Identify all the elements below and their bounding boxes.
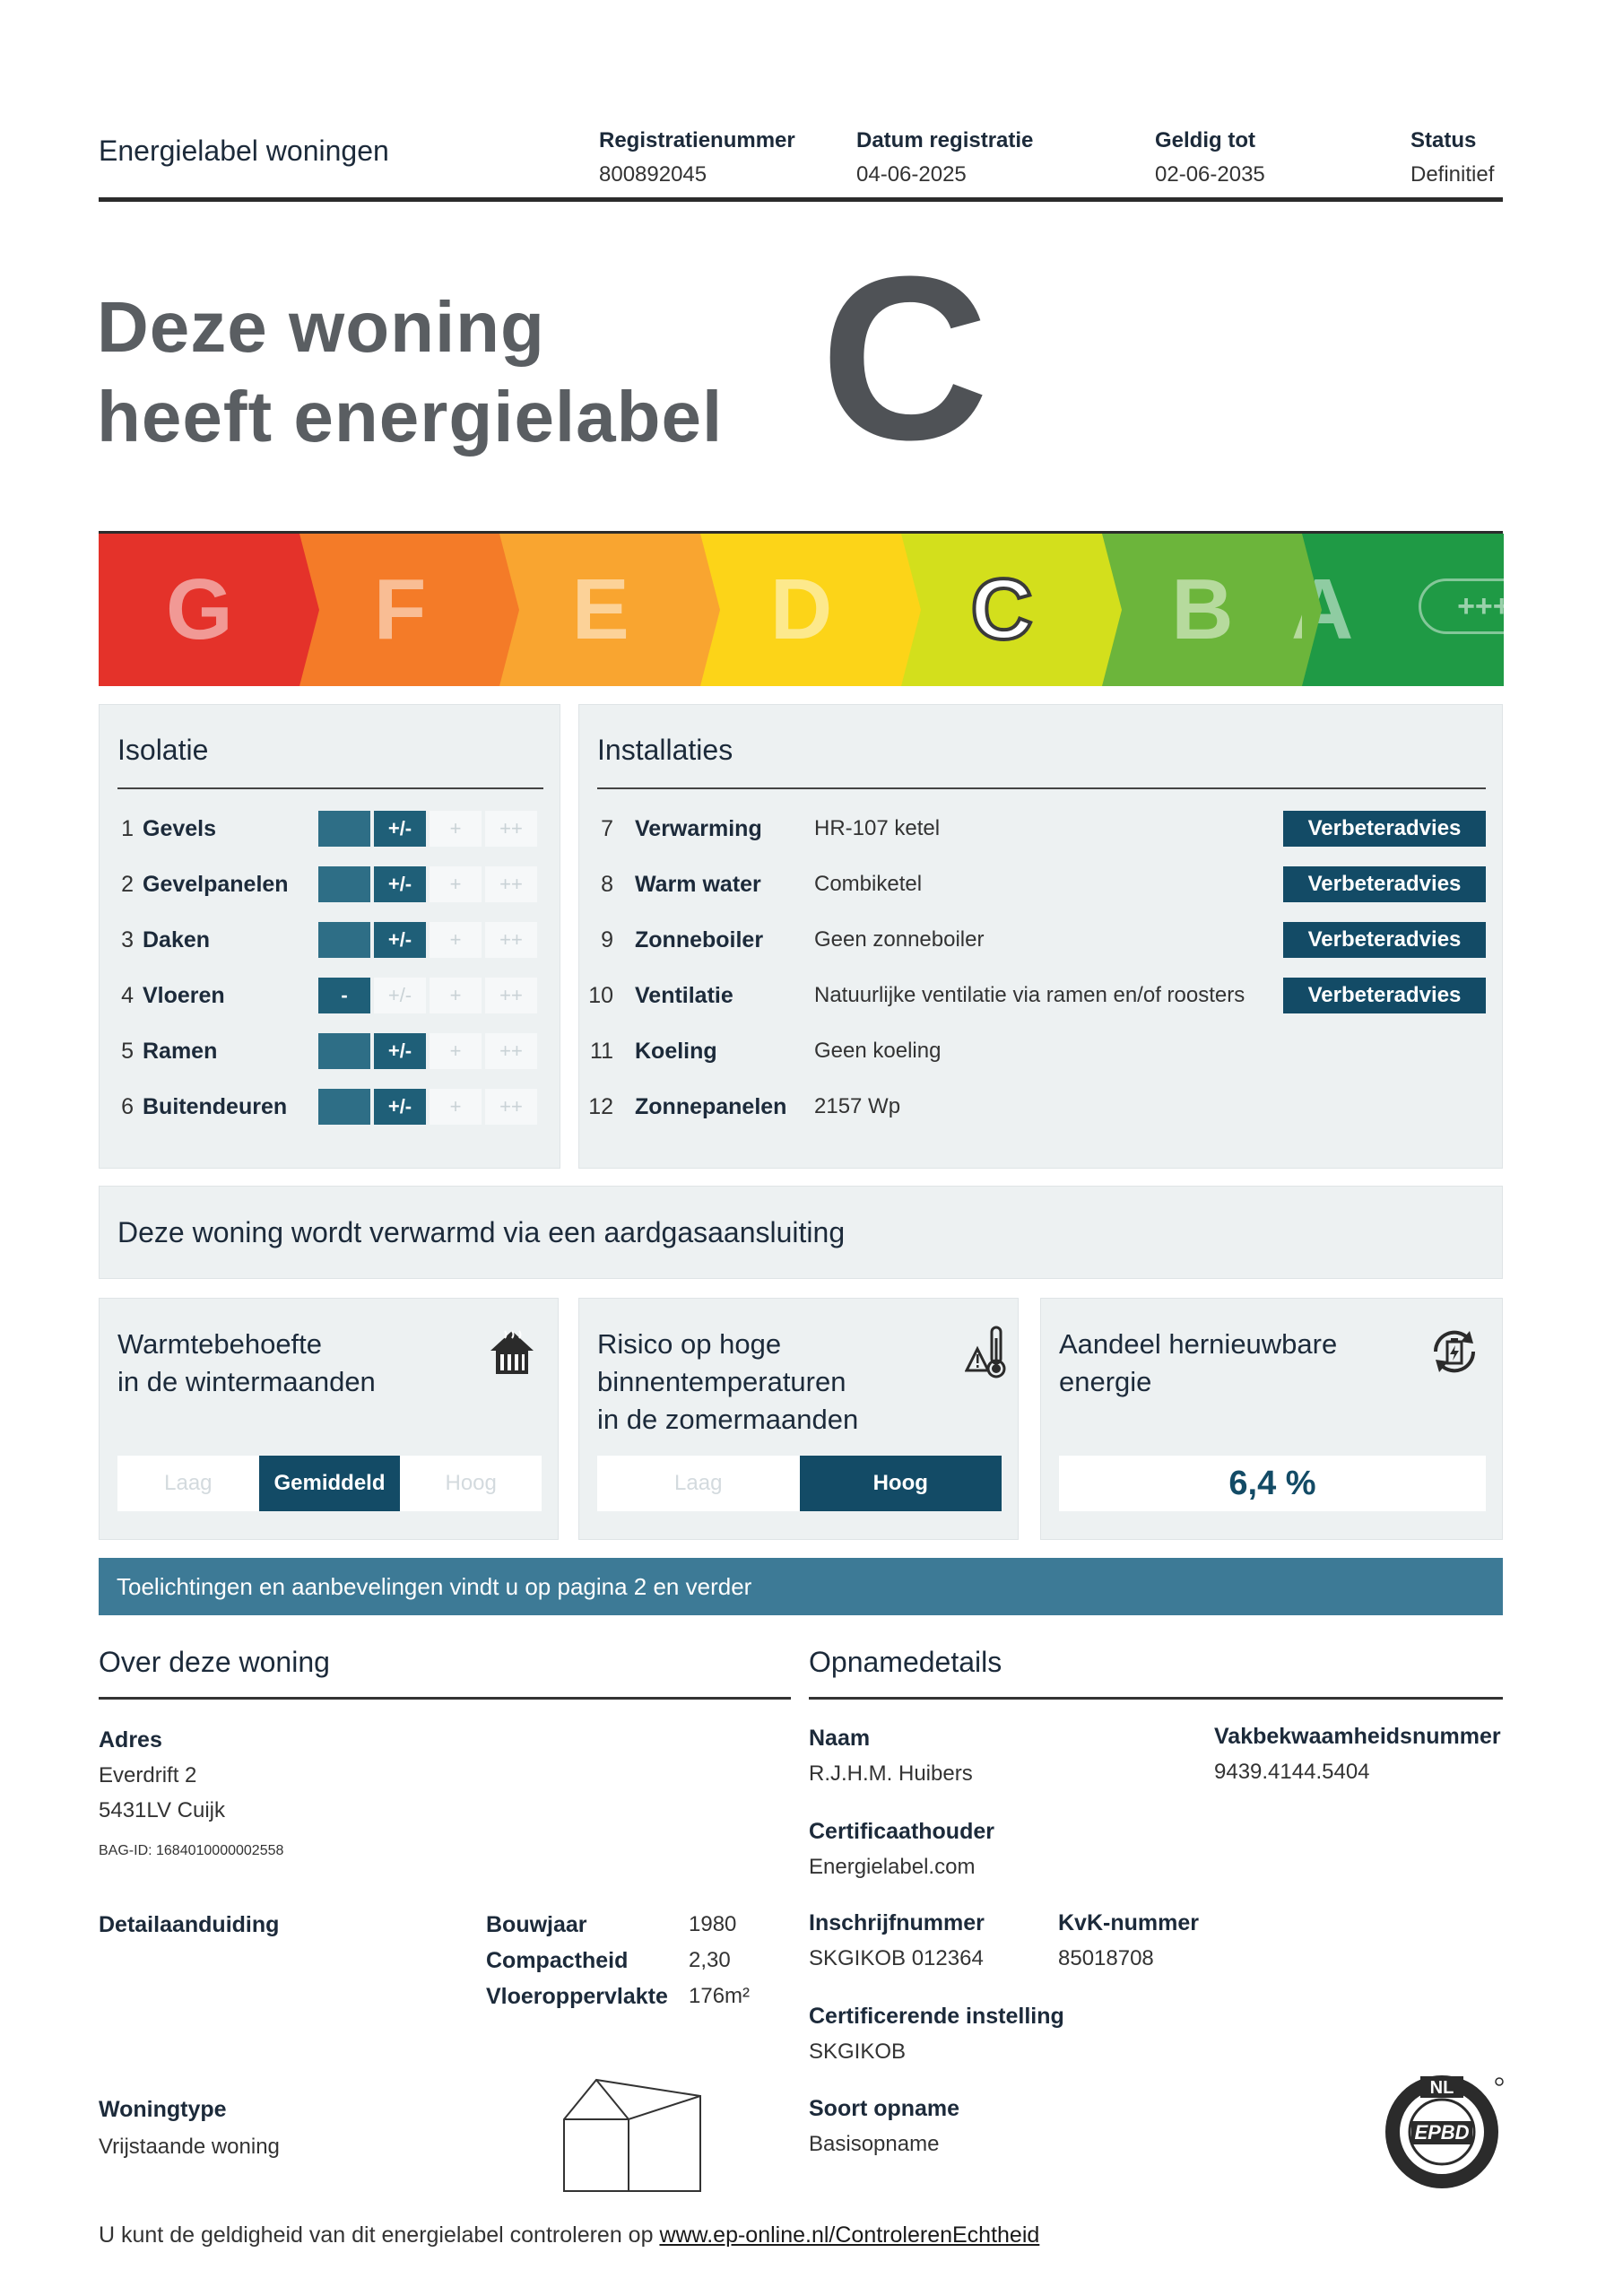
isolatie-level-meter: [318, 1033, 537, 1069]
registration-number-value: 800892045: [599, 162, 707, 187]
risico-option-laag: Laag: [674, 1471, 723, 1495]
hernieuwbaar-card: [1040, 1298, 1503, 1540]
verbeteradvies-button[interactable]: Verbeteradvies: [1283, 978, 1486, 1013]
isolatie-level-box: +/-: [374, 811, 426, 847]
scale-chevron: [299, 534, 319, 686]
scale-class-letter: C: [970, 561, 1033, 657]
isolatie-level-box: +: [430, 866, 482, 902]
warmte-option-hoog: Hoog: [445, 1471, 497, 1495]
status-block: [1410, 124, 1494, 192]
scale-class-letter: D: [769, 561, 833, 657]
valid-until-block: [1155, 124, 1265, 192]
scale-chevron: [1102, 534, 1122, 686]
installatie-row-name: Zonnepanelen: [635, 1094, 787, 1119]
energy-scale: [99, 534, 1529, 686]
isolatie-level-box: ++: [485, 922, 537, 958]
isolatie-level-meter: [318, 866, 537, 902]
scale-class-f: [299, 534, 501, 686]
installatie-row-name: Verwarming: [635, 816, 762, 841]
soort-opname-value: Basisopname: [809, 2132, 940, 2156]
isolatie-level-meter: [318, 922, 537, 958]
isolatie-level-box: +/-: [374, 1089, 426, 1125]
thermometer-warning-icon: [965, 1324, 1010, 1381]
risico-title: [597, 1326, 858, 1439]
hernieuwbaar-title-line-1: Aandeel hernieuwbare: [1059, 1328, 1338, 1360]
risico-title-line-1: Risico op hoge: [597, 1328, 782, 1360]
risico-option-hoog: Hoog: [800, 1456, 1002, 1511]
bouwjaar-label: Bouwjaar: [486, 1912, 587, 1937]
isolatie-row-name: Vloeren: [143, 983, 225, 1008]
epbd-logo-icon: [1381, 2067, 1506, 2193]
installatie-row-name: Ventilatie: [635, 983, 733, 1008]
isolatie-level-box: +: [430, 811, 482, 847]
address-label: Adres: [99, 1727, 162, 1752]
risico-title-line-3: in de zomermaanden: [597, 1404, 859, 1435]
verbeteradvies-button[interactable]: Verbeteradvies: [1283, 811, 1486, 847]
isolatie-level-meter: [318, 811, 537, 847]
scale-class-letter: G: [166, 561, 233, 657]
isolatie-level-box: +/-: [374, 1033, 426, 1069]
warmte-title: [117, 1326, 376, 1401]
installatie-row-name: Warm water: [635, 872, 761, 897]
installatie-row-number: 10: [588, 983, 613, 1008]
scale-chevron: [901, 534, 921, 686]
detached-house-icon: [560, 2076, 704, 2197]
document-title: Energielabel woningen: [99, 135, 389, 167]
renewable-battery-icon: [1423, 1320, 1486, 1383]
isolatie-row-name: Gevelpanelen: [143, 872, 289, 897]
certificerende-instelling-value: SKGIKOB: [809, 2039, 907, 2064]
isolatie-level-box: [318, 922, 370, 958]
naam-value: R.J.H.M. Huibers: [809, 1761, 973, 1786]
isolatie-level-box: [318, 1033, 370, 1069]
isolatie-level-meter: [318, 1089, 537, 1125]
label-heading: [97, 283, 723, 462]
isolatie-level-box: [318, 811, 370, 847]
isolatie-panel: [99, 704, 560, 1169]
isolatie-level-box: +/-: [374, 922, 426, 958]
scale-chevron: [700, 534, 720, 686]
installatie-row-number: 8: [601, 872, 613, 897]
status-label: Status: [1410, 128, 1477, 152]
isolatie-row-number: 6: [121, 1094, 134, 1119]
scale-chevron: [499, 534, 519, 686]
isolatie-row-number: 1: [121, 816, 134, 841]
installatie-row-number: 11: [590, 1039, 613, 1064]
kvk-label: KvK-nummer: [1058, 1910, 1199, 1935]
warmte-card: [99, 1298, 559, 1540]
isolatie-level-box: [318, 1089, 370, 1125]
footer-text: U kunt de geldigheid van dit energielabel controleren op: [99, 2222, 660, 2248]
isolatie-level-box: +/-: [374, 866, 426, 902]
woning-divider: [99, 1697, 791, 1700]
address-line-2: 5431LV Cuijk: [99, 1798, 225, 1822]
heating-band-text: Deze woning wordt verwarmd via een aardgasaansluiting: [117, 1216, 846, 1248]
registration-date-label: Datum registratie: [856, 128, 1034, 152]
isolatie-level-box: ++: [485, 1033, 537, 1069]
svg-text:NL: NL: [1429, 2078, 1454, 2098]
verbeteradvies-button[interactable]: Verbeteradvies: [1283, 922, 1486, 958]
isolatie-row-number: 3: [121, 927, 134, 952]
risico-level-selector: [597, 1456, 1002, 1511]
isolatie-row-number: 5: [121, 1039, 134, 1064]
kvk-value: 85018708: [1058, 1946, 1154, 1970]
isolatie-row-number: 4: [121, 983, 134, 1008]
registration-number-block: [599, 124, 795, 192]
isolatie-level-box: +/-: [374, 978, 426, 1013]
certificerende-instelling-label: Certificerende instelling: [809, 2004, 1064, 2029]
scale-class-letter: B: [1171, 561, 1234, 657]
isolatie-level-box: [318, 866, 370, 902]
isolatie-level-box: -: [318, 978, 370, 1013]
heading-line-1: Deze woning: [97, 287, 545, 367]
warmte-option-laag: Laag: [164, 1471, 213, 1495]
isolatie-level-box: ++: [485, 978, 537, 1013]
scale-chevron: [1302, 534, 1322, 686]
isolatie-level-box: ++: [485, 811, 537, 847]
a-plus-pill: ++++: [1419, 578, 1567, 634]
isolatie-level-box: +: [430, 1033, 482, 1069]
vakbekwaamheid-value: 9439.4144.5404: [1214, 1760, 1370, 1784]
address-line-1: Everdrift 2: [99, 1763, 197, 1787]
inschrijfnummer-value: SKGIKOB 012364: [809, 1946, 984, 1970]
footer: [99, 2222, 1039, 2248]
bouwjaar-value: 1980: [689, 1912, 737, 1936]
warmte-level-selector: [117, 1456, 542, 1511]
woningtype-label: Woningtype: [99, 2097, 227, 2122]
detail-label: Detailaanduiding: [99, 1912, 280, 1937]
scale-class-letter: F: [373, 561, 427, 657]
valid-until-value: 02-06-2035: [1155, 162, 1265, 187]
status-value: Definitief: [1410, 162, 1495, 187]
installatie-row-number: 7: [601, 816, 613, 841]
header-divider: [99, 197, 1503, 202]
isolatie-level-box: +: [430, 922, 482, 958]
isolatie-title: Isolatie: [117, 734, 209, 766]
certificaathouder-value: Energielabel.com: [809, 1855, 976, 1879]
hernieuwbaar-title-line-2: energie: [1059, 1366, 1152, 1397]
scale-class-d: [700, 534, 902, 686]
isolatie-row-name: Gevels: [143, 816, 217, 841]
isolatie-level-meter: [318, 978, 537, 1013]
isolatie-level-box: +: [430, 1089, 482, 1125]
isolatie-row-name: Daken: [143, 927, 211, 952]
installatie-row-number: 12: [588, 1094, 613, 1119]
installatie-row-value: HR-107 ketel: [814, 816, 941, 840]
inschrijfnummer-label: Inschrijfnummer: [809, 1910, 985, 1935]
installaties-panel: [578, 704, 1503, 1169]
scale-class-b: [1102, 534, 1304, 686]
verification-link[interactable]: www.ep-online.nl/ControlerenEchtheid: [659, 2222, 1040, 2248]
registration-number-label: Registratienummer: [599, 128, 795, 152]
naam-label: Naam: [809, 1726, 871, 1751]
vakbekwaamheid-label: Vakbekwaamheidsnummer: [1214, 1724, 1501, 1749]
installatie-row-value: Combiketel: [814, 872, 923, 896]
isolatie-divider: [117, 787, 543, 789]
scale-class-e: [499, 534, 701, 686]
installatie-row-value: Geen zonneboiler: [814, 927, 985, 952]
valid-until-label: Geldig tot: [1155, 128, 1255, 152]
scale-class-letter: A: [1290, 561, 1354, 657]
isolatie-row-number: 2: [121, 872, 134, 897]
risico-title-line-2: binnentemperaturen: [597, 1366, 846, 1397]
installatie-row-value: Natuurlijke ventilatie via ramen en/of roosters: [814, 983, 1245, 1007]
compactheid-value: 2,30: [689, 1948, 731, 1972]
warmte-title-line-2: in de wintermaanden: [117, 1366, 376, 1397]
installatie-row-name: Koeling: [635, 1039, 717, 1064]
opname-section-title: Opnamedetails: [809, 1646, 1002, 1678]
bag-id: BAG-ID: 1684010000002558: [99, 1843, 284, 1858]
isolatie-level-box: ++: [485, 866, 537, 902]
installatie-row-name: Zonneboiler: [635, 927, 764, 952]
installaties-title: Installaties: [597, 734, 733, 766]
opname-divider: [809, 1697, 1503, 1700]
radiator-icon: [487, 1327, 537, 1378]
isolatie-row-name: Ramen: [143, 1039, 218, 1064]
installaties-divider: [597, 787, 1486, 789]
heading-line-2: heeft energielabel: [97, 377, 724, 457]
vloeroppervlakte-value: 176m²: [689, 1984, 751, 2008]
heating-band: [99, 1186, 1503, 1279]
hernieuwbaar-title: [1059, 1326, 1337, 1401]
woning-section-title: Over deze woning: [99, 1646, 330, 1678]
installatie-row-value: Geen koeling: [814, 1039, 942, 1063]
isolatie-level-box: ++: [485, 1089, 537, 1125]
registration-date-value: 04-06-2025: [856, 162, 967, 187]
scale-class-g: [99, 534, 300, 686]
hernieuwbaar-value: 6,4 %: [1059, 1456, 1486, 1511]
vloeroppervlakte-label: Vloeroppervlakte: [486, 1984, 668, 2009]
isolatie-row-name: Buitendeuren: [143, 1094, 288, 1119]
warmte-title-line-1: Warmtebehoefte: [117, 1328, 323, 1360]
isolatie-level-box: +: [430, 978, 482, 1013]
verbeteradvies-button[interactable]: Verbeteradvies: [1283, 866, 1486, 902]
soort-opname-label: Soort opname: [809, 2096, 960, 2121]
installatie-row-value: 2157 Wp: [814, 1094, 901, 1118]
scale-class-c: [901, 534, 1103, 686]
energy-label-letter: C: [820, 229, 989, 489]
registration-date-block: [856, 124, 1033, 192]
scale-class-letter: E: [571, 561, 629, 657]
installatie-row-number: 9: [601, 927, 613, 952]
woningtype-value: Vrijstaande woning: [99, 2135, 280, 2159]
note-bar: Toelichtingen en aanbevelingen vindt u op pagina 2 en verder: [99, 1558, 1503, 1615]
certificaathouder-label: Certificaathouder: [809, 1819, 994, 1844]
svg-text:EPBD: EPBD: [1414, 2121, 1470, 2144]
compactheid-label: Compactheid: [486, 1948, 629, 1973]
warmte-option-gemiddeld: Gemiddeld: [259, 1456, 401, 1511]
risico-card: [578, 1298, 1019, 1540]
